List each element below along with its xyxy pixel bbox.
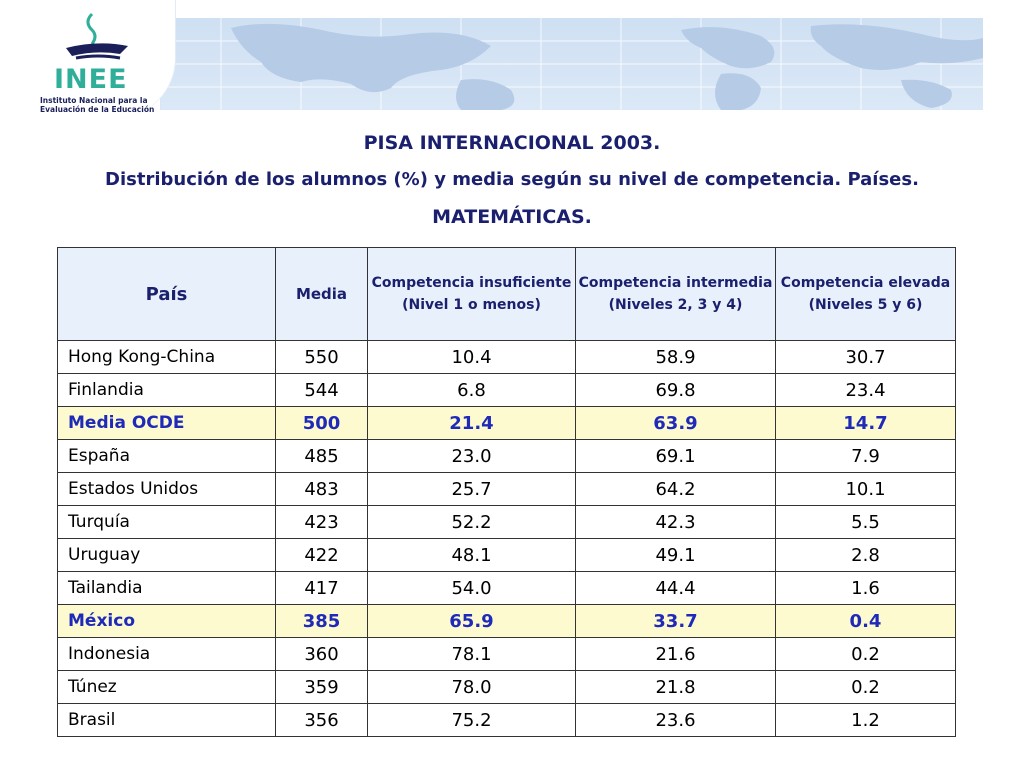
cell-pais: Túnez <box>58 671 276 704</box>
cell-media: 550 <box>276 341 368 374</box>
cell-intermedia: 64.2 <box>576 473 776 506</box>
cell-elevada: 7.9 <box>776 440 956 473</box>
cell-insuficiente: 75.2 <box>368 704 576 737</box>
title-block <box>0 128 1024 232</box>
header-insuficiente-sub: (Nivel 1 o menos) <box>402 297 541 313</box>
cell-pais: Tailandia <box>58 572 276 605</box>
logo-subtitle <box>40 96 170 114</box>
cell-insuficiente: 78.1 <box>368 638 576 671</box>
cell-media: 360 <box>276 638 368 671</box>
cell-intermedia: 58.9 <box>576 341 776 374</box>
table-row <box>58 671 956 704</box>
cell-pais: Finlandia <box>58 374 276 407</box>
header-elevada-sub: (Niveles 5 y 6) <box>808 297 923 313</box>
cell-intermedia: 63.9 <box>576 407 776 440</box>
cell-insuficiente: 65.9 <box>368 605 576 638</box>
cell-elevada: 10.1 <box>776 473 956 506</box>
cell-elevada: 0.2 <box>776 671 956 704</box>
table-header-row <box>58 248 956 341</box>
cell-insuficiente: 48.1 <box>368 539 576 572</box>
cell-elevada: 0.4 <box>776 605 956 638</box>
cell-intermedia: 69.8 <box>576 374 776 407</box>
table-row <box>58 473 956 506</box>
cell-intermedia: 49.1 <box>576 539 776 572</box>
logo-subtitle-line1: Instituto Nacional para la <box>40 96 148 105</box>
cell-insuficiente: 10.4 <box>368 341 576 374</box>
logo-wordmark: INEE <box>54 64 128 95</box>
cell-elevada: 30.7 <box>776 341 956 374</box>
header-intermedia-label: Competencia intermedia <box>578 275 773 291</box>
cell-intermedia: 44.4 <box>576 572 776 605</box>
header-intermedia <box>576 248 776 341</box>
cell-pais: Brasil <box>58 704 276 737</box>
cell-elevada: 14.7 <box>776 407 956 440</box>
cell-insuficiente: 25.7 <box>368 473 576 506</box>
cell-elevada: 5.5 <box>776 506 956 539</box>
table-row <box>58 638 956 671</box>
table-row <box>58 440 956 473</box>
cell-insuficiente: 23.0 <box>368 440 576 473</box>
cell-media: 423 <box>276 506 368 539</box>
cell-pais: Estados Unidos <box>58 473 276 506</box>
cell-intermedia: 33.7 <box>576 605 776 638</box>
header-banner <box>0 0 982 114</box>
cell-media: 500 <box>276 407 368 440</box>
title-line-1: PISA INTERNACIONAL 2003. <box>363 132 661 154</box>
cell-media: 356 <box>276 704 368 737</box>
logo-lamp-icon <box>62 10 134 66</box>
table-row <box>58 539 956 572</box>
cell-intermedia: 23.6 <box>576 704 776 737</box>
cell-pais: Turquía <box>58 506 276 539</box>
title-line-3: MATEMÁTICAS. <box>432 206 592 228</box>
logo-area <box>0 0 176 118</box>
cell-media: 544 <box>276 374 368 407</box>
cell-insuficiente: 6.8 <box>368 374 576 407</box>
cell-media: 483 <box>276 473 368 506</box>
table-row <box>58 341 956 374</box>
cell-intermedia: 21.6 <box>576 638 776 671</box>
header-insuficiente-label: Competencia insuficiente <box>371 275 572 291</box>
header-media: Media <box>276 248 368 341</box>
table-row <box>58 506 956 539</box>
table-row-highlighted <box>58 407 956 440</box>
cell-intermedia: 69.1 <box>576 440 776 473</box>
table-row <box>58 704 956 737</box>
cell-insuficiente: 54.0 <box>368 572 576 605</box>
table-row <box>58 374 956 407</box>
logo-subtitle-line2: Evaluación de la Educación <box>40 105 155 114</box>
header-insuficiente <box>368 248 576 341</box>
header-intermedia-sub: (Niveles 2, 3 y 4) <box>608 297 743 313</box>
cell-elevada: 1.6 <box>776 572 956 605</box>
table-row-highlighted <box>58 605 956 638</box>
header-elevada <box>776 248 956 341</box>
world-map-graphic <box>161 18 983 110</box>
header-pais: País <box>58 248 276 341</box>
cell-elevada: 23.4 <box>776 374 956 407</box>
cell-insuficiente: 78.0 <box>368 671 576 704</box>
cell-media: 417 <box>276 572 368 605</box>
table-row <box>58 572 956 605</box>
world-map-banner <box>160 18 983 110</box>
header-elevada-label: Competencia elevada <box>780 275 951 291</box>
cell-media: 385 <box>276 605 368 638</box>
cell-intermedia: 21.8 <box>576 671 776 704</box>
cell-pais: España <box>58 440 276 473</box>
cell-elevada: 0.2 <box>776 638 956 671</box>
cell-pais: Hong Kong-China <box>58 341 276 374</box>
title-line-2: Distribución de los alumnos (%) y media según su nivel de competencia. Países. <box>105 169 919 190</box>
cell-insuficiente: 21.4 <box>368 407 576 440</box>
cell-media: 485 <box>276 440 368 473</box>
cell-media: 422 <box>276 539 368 572</box>
cell-elevada: 2.8 <box>776 539 956 572</box>
cell-pais: Uruguay <box>58 539 276 572</box>
cell-pais: Media OCDE <box>58 407 276 440</box>
table-body <box>58 341 956 737</box>
results-table <box>57 247 956 737</box>
cell-intermedia: 42.3 <box>576 506 776 539</box>
cell-pais: México <box>58 605 276 638</box>
cell-media: 359 <box>276 671 368 704</box>
cell-elevada: 1.2 <box>776 704 956 737</box>
cell-pais: Indonesia <box>58 638 276 671</box>
cell-insuficiente: 52.2 <box>368 506 576 539</box>
